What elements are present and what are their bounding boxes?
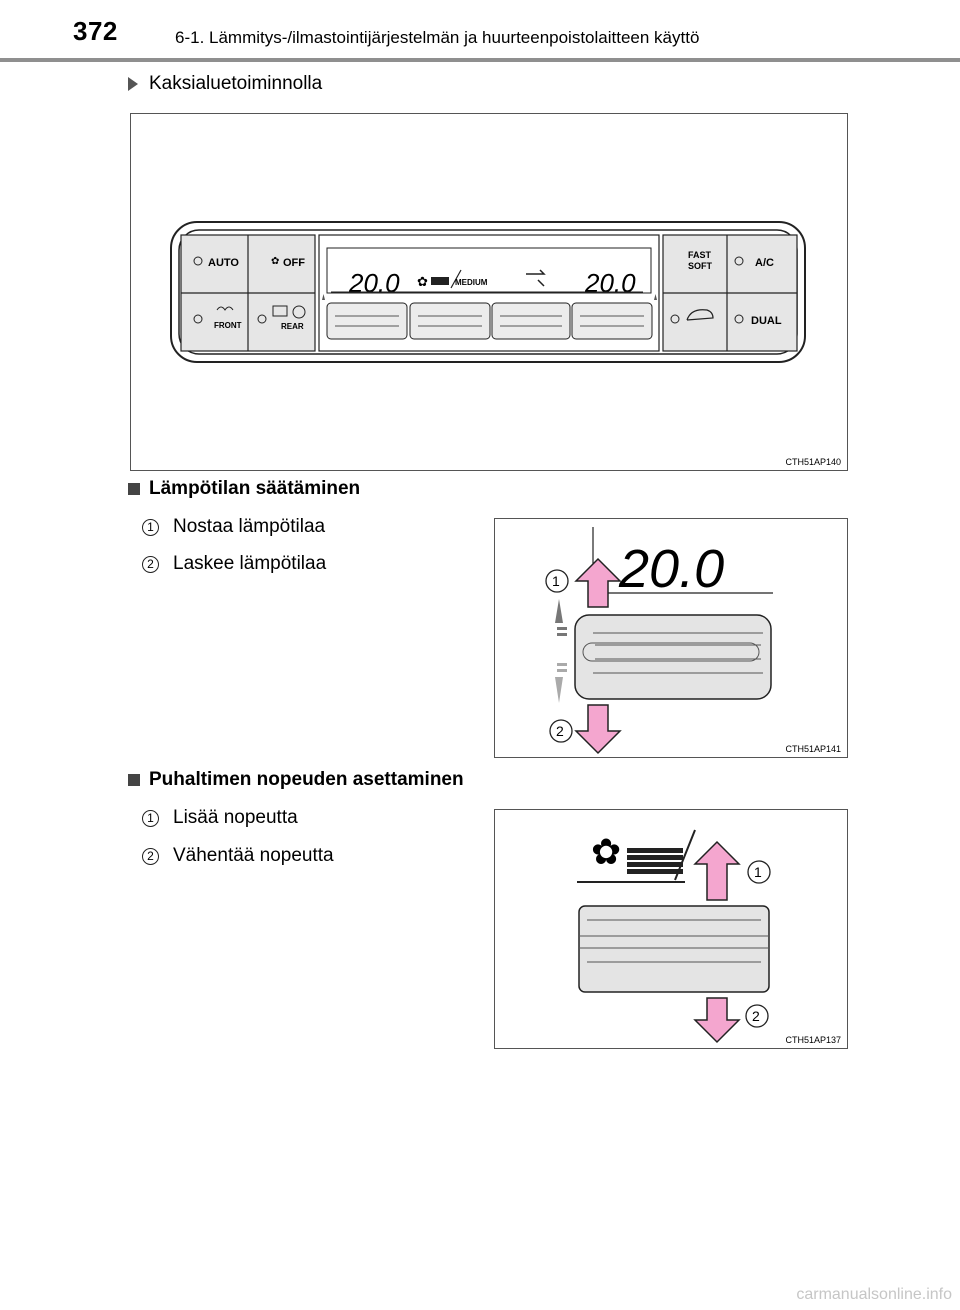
fan-level-bar xyxy=(431,277,449,285)
callout-down: 2 xyxy=(752,1008,760,1024)
figure-code: CTH51AP140 xyxy=(785,457,841,467)
off-button-label: OFF xyxy=(283,257,305,269)
item-number: 1 xyxy=(142,519,159,536)
list-item xyxy=(142,516,325,538)
right-temp-readout: 20.0 xyxy=(585,268,636,298)
center-display xyxy=(319,235,659,351)
fast-label: FAST xyxy=(688,250,712,260)
item-text: Vähentää nopeutta xyxy=(173,845,334,866)
figure-code: CTH51AP137 xyxy=(785,1035,841,1045)
temperature-drawing xyxy=(495,519,847,757)
list-item xyxy=(142,807,298,829)
temperature-title-text: Lämpötilan säätäminen xyxy=(149,478,361,499)
item-number: 2 xyxy=(142,848,159,865)
temperature-figure xyxy=(494,518,848,758)
control-panel-drawing xyxy=(131,114,847,470)
list-item xyxy=(142,845,334,867)
fan-drawing xyxy=(495,810,847,1048)
arrow-up-icon xyxy=(695,842,739,900)
left-temp-readout: 20.0 xyxy=(349,268,400,298)
right-button-cluster xyxy=(663,235,797,351)
chapter-title: 6-1. Lämmitys-/ilmastointijärjestelmän ja huurteenpoistolaitteen käyttö xyxy=(175,28,700,47)
sub-heading-text: Kaksialuetoiminnolla xyxy=(149,73,323,94)
item-number: 2 xyxy=(142,556,159,573)
item-text: Lisää nopeutta xyxy=(173,807,298,828)
ac-button-label: A/C xyxy=(755,257,774,269)
fan-title-text: Puhaltimen nopeuden asettaminen xyxy=(149,769,464,790)
auto-button-label: AUTO xyxy=(208,257,239,269)
control-panel-figure xyxy=(130,113,848,471)
soft-label: SOFT xyxy=(688,261,712,271)
rear-button-label: REAR xyxy=(281,322,304,331)
header-rule xyxy=(0,58,960,62)
item-number: 1 xyxy=(142,810,159,827)
callout-down: 2 xyxy=(556,723,564,739)
square-bullet-icon xyxy=(128,774,140,786)
fan-figure xyxy=(494,809,848,1049)
arrow-down-icon xyxy=(695,998,739,1042)
watermark: carmanualsonline.info xyxy=(796,1286,952,1303)
sub-heading xyxy=(128,73,322,95)
left-button-cluster xyxy=(181,235,315,351)
item-text: Nostaa lämpötilaa xyxy=(173,516,326,537)
page-number: 372 xyxy=(73,16,118,46)
fan-section-title xyxy=(128,769,464,791)
triangle-bullet-icon xyxy=(128,77,138,91)
dual-button-label: DUAL xyxy=(751,315,782,327)
fan-icon: ✿ xyxy=(417,274,428,289)
square-bullet-icon xyxy=(128,483,140,495)
list-item xyxy=(142,553,326,575)
callout-up: 1 xyxy=(754,864,762,880)
arrow-down-icon xyxy=(576,705,620,753)
fan-mode-label: MEDIUM xyxy=(455,278,488,287)
front-button-label: FRONT xyxy=(214,321,242,330)
figure-code: CTH51AP141 xyxy=(785,744,841,754)
fan-icon: ✿ xyxy=(591,831,622,872)
fan-off-icon: ✿ xyxy=(271,256,280,267)
arrow-up-icon xyxy=(576,559,620,607)
temp-readout: 20.0 xyxy=(619,539,725,599)
item-text: Laskee lämpötilaa xyxy=(173,553,327,574)
temperature-section-title xyxy=(128,478,360,500)
callout-up: 1 xyxy=(552,573,560,589)
